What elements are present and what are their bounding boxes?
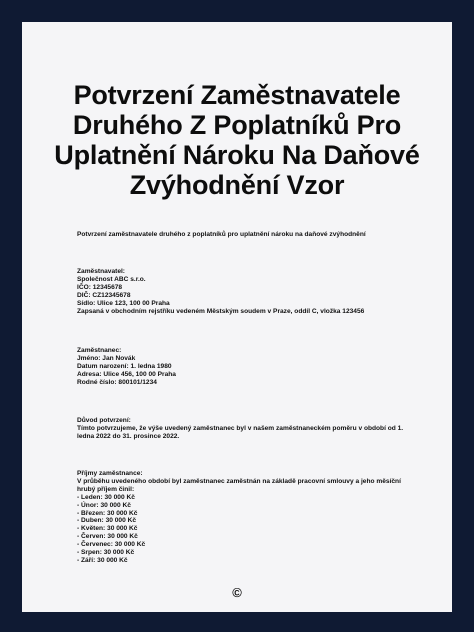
- income-section: [77, 470, 407, 565]
- income-item: - Srpen: 30 000 Kč: [77, 549, 135, 557]
- employee-heading: Zaměstnanec:: [77, 347, 122, 354]
- intro-paragraph: [77, 231, 407, 239]
- income-item: - Květen: 30 000 Kč: [77, 525, 138, 533]
- employer-line: Společnost ABC s.r.o.: [77, 275, 146, 283]
- copyright-icon: ©: [232, 585, 242, 600]
- income-heading: Příjmy zaměstnance:: [77, 470, 143, 477]
- document-title: Potvrzení Zaměstnavatele Druhého Z Poplatníků Pro Uplatnění Nároku Na Daňové Zvýhodnění Vzor: [54, 80, 420, 200]
- intro-text: Potvrzení zaměstnavatele druhého z poplatníků pro uplatnění nároku na daňové zvýhodnění: [77, 231, 366, 238]
- employee-line: Datum narození: 1. ledna 1980: [77, 362, 172, 370]
- employer-section: [77, 268, 407, 315]
- employer-line: DIČ: CZ12345678: [77, 291, 131, 299]
- employer-line: Zapsaná v obchodním rejstříku vedeném Městským soudem v Praze, oddíl C, vložka 123456: [77, 307, 365, 315]
- income-item: - Červen: 30 000 Kč: [77, 533, 138, 541]
- income-item: - Únor: 30 000 Kč: [77, 501, 131, 509]
- income-item: - Duben: 30 000 Kč: [77, 517, 136, 525]
- income-item: - Září: 30 000 Kč: [77, 556, 128, 564]
- income-text: V průběhu uvedeného období byl zaměstnanec zaměstnán na základě pracovní smlouvy a jeho měsíční hrubý příjem činil:: [77, 477, 401, 493]
- employer-line: IČO: 12345678: [77, 283, 123, 291]
- employee-section: [77, 347, 407, 387]
- reason-text: Tímto potvrzujeme, že výše uvedený zaměstnanec byl v našem zaměstnaneckém poměru v období od 1. ledna 2022 do 31. prosince 2022.: [77, 424, 404, 440]
- employee-line: Rodné číslo: 800101/1234: [77, 378, 157, 386]
- reason-section: [77, 417, 407, 441]
- reason-heading: Důvod potvrzení:: [77, 417, 131, 424]
- employee-line: Jméno: Jan Novák: [77, 354, 136, 362]
- employee-line: Adresa: Ulice 456, 100 00 Praha: [77, 370, 176, 378]
- employer-heading: Zaměstnavatel:: [77, 268, 126, 275]
- income-item: - Leden: 30 000 Kč: [77, 493, 135, 501]
- employer-line: Sídlo: Ulice 123, 100 00 Praha: [77, 299, 170, 307]
- income-item: - Březen: 30 000 Kč: [77, 509, 138, 517]
- document-page: [22, 22, 452, 612]
- income-item: - Červenec: 30 000 Kč: [77, 541, 146, 549]
